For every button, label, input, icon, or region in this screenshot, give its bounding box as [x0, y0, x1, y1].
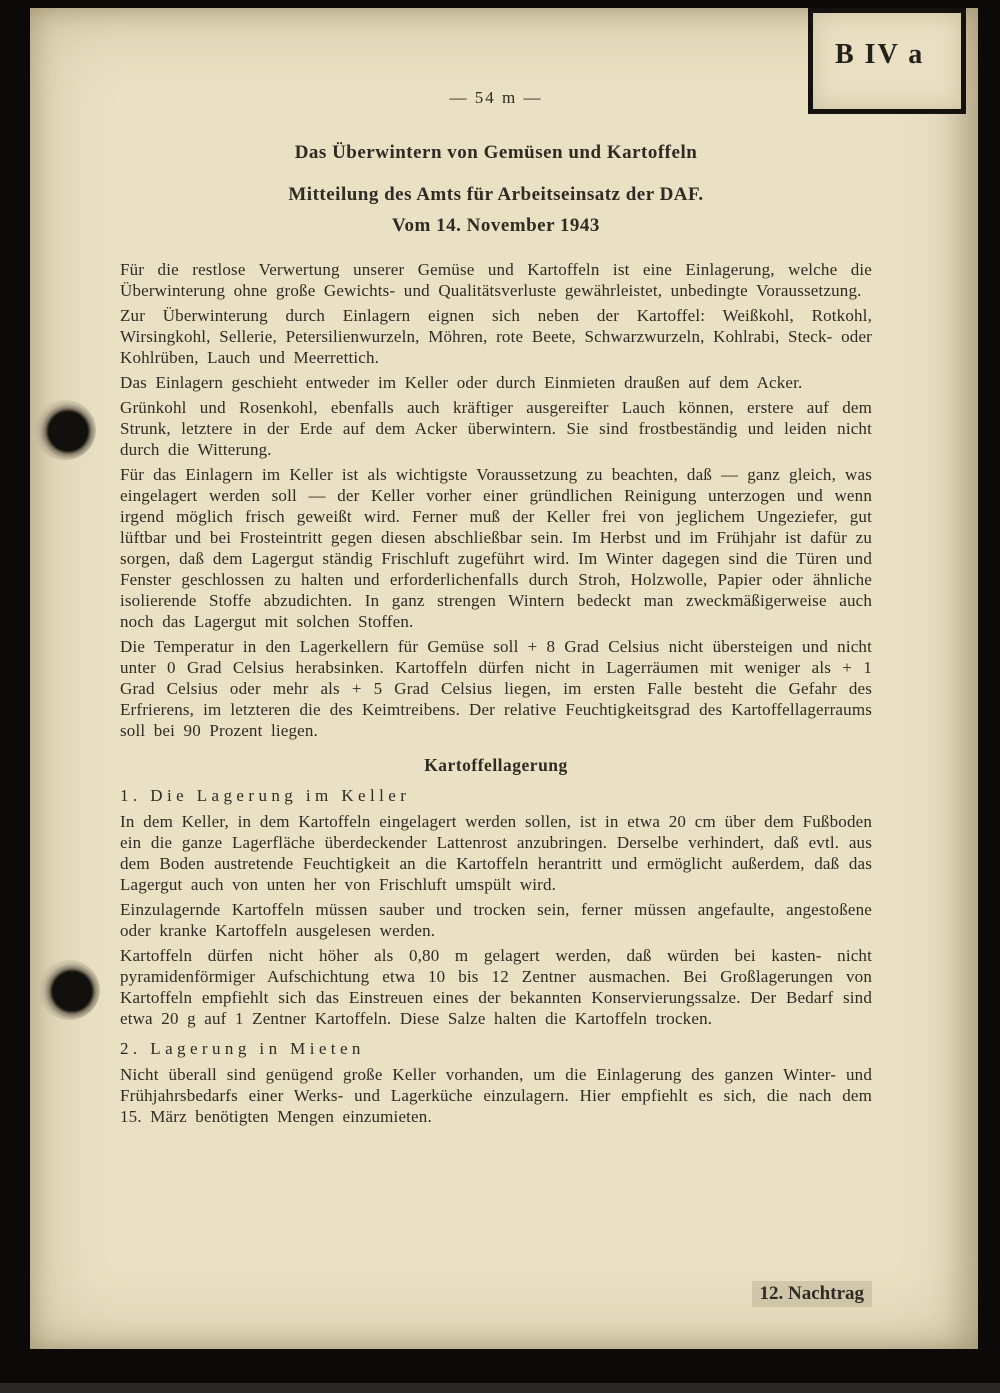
paragraph: Kartoffeln dürfen nicht höher als 0,80 m gelagert werden, daß würden bei kasten- nicht pyramidenförmiger Aufschichtung etwa 10 bis 12 Zentner ausmachen. Bei Großlagerungen von Kartoffeln empfiehlt sich das Einstreuen eines der bekannten Konservierungssalze. Der Bedarf sind etwa 20 g auf 1 Zentner Kartoffeln. Diese Salze halten die Kartoffeln trocken. — [120, 946, 872, 1028]
hole-punch — [34, 400, 96, 460]
paragraph: Für die restlose Verwertung unserer Gemüse und Kartoffeln ist eine Einlagerung, welche die Überwinterung ohne große Gewichts- und Qualitätsverluste gewährleistet, unbedingte Voraussetzung. — [120, 260, 872, 300]
document-title: Das Überwintern von Gemüsen und Kartoffeln — [294, 142, 698, 163]
subsection-heading-keller: 1. Die Lagerung im Keller — [120, 786, 411, 805]
paragraph: Für das Einlagern im Keller ist als wichtigste Voraussetzung zu beachten, daß — ganz gleich, was eingelagert werden soll — der Keller vorher einer gründlichen Reinigung unterzogen und wenn irgend möglich frisch geweißt wird. Ferner muß der Keller frei von jeglichem Ungeziefer, gut lüftbar und bei Frosteintritt gegen diesen abschließbar sein. Im Herbst und im Frühjahr ist dafür zu sorgen, daß dem Lagergut ständig Frischluft zugeführt wird. Im Winter dagegen sind die Türen und Fenster geschlossen zu halten und erforderlichenfalls durch Stroh, Holzwolle, Papier oder ähnliche isolierende Stoffe abzudichten. In ganz strengen Wintern bedeckt man zweckmäßigerweise auch noch das Lagergut mit solchen Stoffen. — [120, 465, 872, 631]
supplement-footer: 12. Nachtrag — [752, 1281, 872, 1307]
subsection-keller — [120, 811, 872, 1029]
hole-punch — [38, 960, 100, 1020]
paragraph: Einzulagernde Kartoffeln müssen sauber und trocken sein, ferner müssen angefaulte, angestoßene oder kranke Kartoffeln ausgelesen werden. — [120, 900, 872, 940]
paragraph: Zur Überwinterung durch Einlagern eignen sich neben der Kartoffel: Weißkohl, Rotkohl, Wirsingkohl, Sellerie, Petersilienwurzeln, Möhren, rote Beete, Schwarzwurzeln, Kohlrabi, Steck- oder Kohlrüben, Lauch und Meerrettich. — [120, 306, 872, 367]
document-subtitle: Mitteilung des Amts für Arbeitseinsatz der DAF. — [288, 184, 704, 205]
document-page — [30, 8, 978, 1349]
intro-section — [120, 259, 872, 741]
scan-edge-shadow — [0, 1383, 1000, 1393]
page-content — [120, 8, 872, 1349]
section-heading-kartoffellagerung: Kartoffellagerung — [424, 755, 568, 775]
subsection-heading-mieten: 2. Lagerung in Mieten — [120, 1039, 365, 1058]
paragraph: Grünkohl und Rosenkohl, ebenfalls auch kräftiger ausgereifter Lauch können, erstere auf dem Strunk, letztere in der Erde auf dem Acker überwintern. Sie sind frostbeständig und leiden nicht durch die Witterung. — [120, 398, 872, 459]
document-date-line: Vom 14. November 1943 — [392, 215, 600, 236]
paragraph: Die Temperatur in den Lagerkellern für Gemüse soll + 8 Grad Celsius nicht übersteigen und nicht unter 0 Grad Celsius herabsinken. Kartoffeln dürfen nicht in Lagerräumen mit weniger als + 1 Grad Celsius oder mehr als + 5 Grad Celsius liegen, im ersten Falle besteht die Gefahr des Erfrierens, im letzteren die des Keimtreibens. Der relative Feuchtigkeitsgrad des Kartoffellagerraums soll bei 90 Prozent liegen. — [120, 637, 872, 740]
subsection-mieten — [120, 1064, 872, 1127]
page-number: — 54 m — — [449, 88, 543, 107]
classification-label: B IV a — [835, 39, 925, 70]
paragraph: Das Einlagern geschieht entweder im Keller oder durch Einmieten draußen auf dem Acker. — [120, 373, 803, 392]
paragraph: Nicht überall sind genügend große Keller vorhanden, um die Einlagerung des ganzen Winter- und Frühjahrsbedarfs einer Werks- und Lagerküche einzulagern. Hier empfiehlt es sich, die nach dem 15. März benötigten Mengen einzumieten. — [120, 1065, 872, 1126]
classification-box — [808, 8, 966, 114]
paragraph: In dem Keller, in dem Kartoffeln eingelagert werden sollen, ist in etwa 20 cm über dem Fußboden ein die ganze Lagerfläche überdeckender Lattenrost anzubringen. Derselbe verhindert, daß evtl. aus dem Boden austretende Feuchtigkeit an die Kartoffeln herantritt und ermöglicht außerdem, daß das Lagergut auch von unten her von Frischluft umspült wird. — [120, 812, 872, 894]
